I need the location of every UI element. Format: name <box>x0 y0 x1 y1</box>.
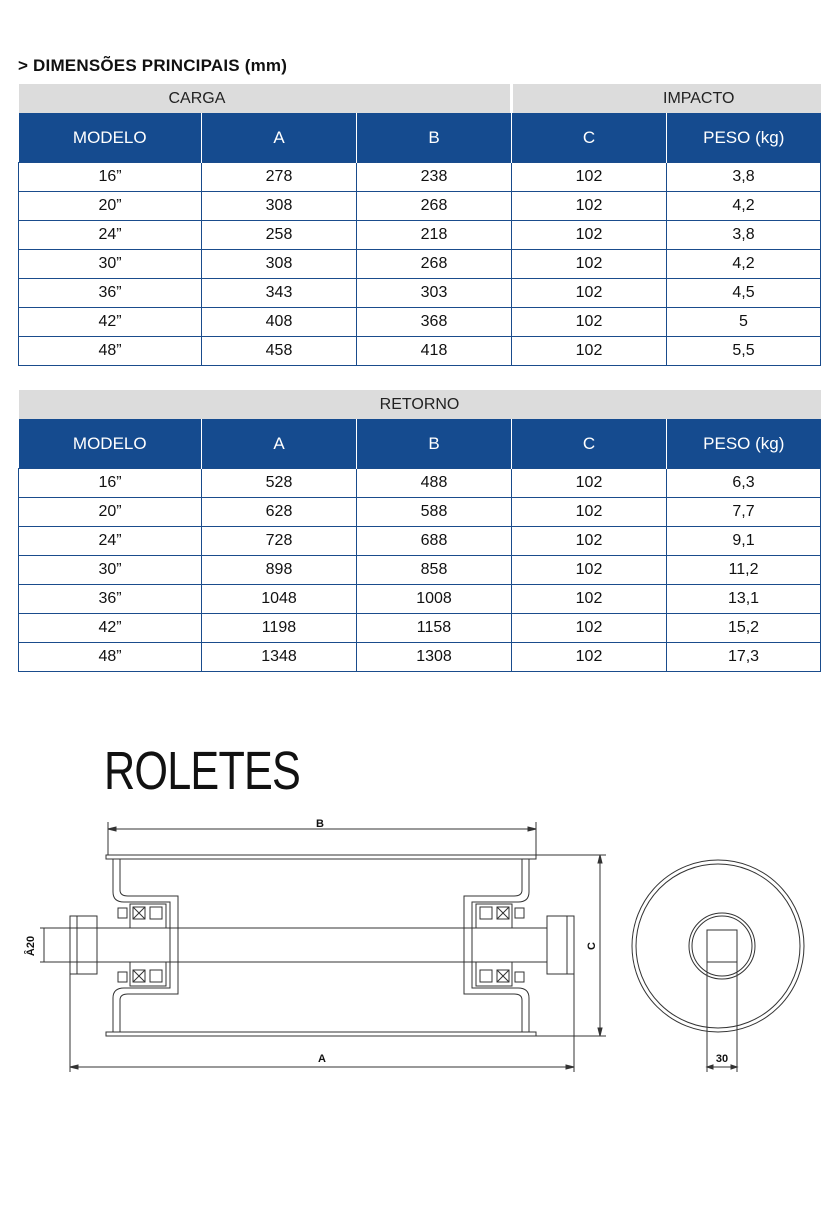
band-impacto: IMPACTO <box>512 84 821 113</box>
band-carga: CARGA <box>19 84 512 113</box>
cell-a: 528 <box>202 469 357 498</box>
roller-technical-drawing <box>0 800 838 1090</box>
cell-c: 102 <box>512 163 667 192</box>
cell-peso: 6,3 <box>667 469 821 498</box>
cell-c: 102 <box>512 250 667 279</box>
cell-modelo: 42” <box>19 308 202 337</box>
header-c: C <box>512 419 667 469</box>
cell-b: 303 <box>357 279 512 308</box>
cell-peso: 4,2 <box>667 192 821 221</box>
header-modelo: MODELO <box>19 419 202 469</box>
cell-peso: 5 <box>667 308 821 337</box>
header-c: C <box>512 113 667 163</box>
cell-modelo: 36” <box>19 585 202 614</box>
cell-c: 102 <box>512 585 667 614</box>
table-row <box>19 498 821 527</box>
cell-peso: 3,8 <box>667 163 821 192</box>
cell-a: 628 <box>202 498 357 527</box>
cell-peso: 4,5 <box>667 279 821 308</box>
cell-a: 1048 <box>202 585 357 614</box>
cell-c: 102 <box>512 527 667 556</box>
cell-modelo: 48” <box>19 643 202 672</box>
table-row <box>19 337 821 366</box>
left-bearing <box>118 904 166 986</box>
table-row <box>19 556 821 585</box>
table-row <box>19 585 821 614</box>
cell-a: 728 <box>202 527 357 556</box>
cell-c: 102 <box>512 308 667 337</box>
table-row <box>19 163 821 192</box>
header-peso: PESO (kg) <box>667 419 821 469</box>
cell-modelo: 16” <box>19 163 202 192</box>
cell-c: 102 <box>512 337 667 366</box>
cell-modelo: 30” <box>19 250 202 279</box>
roller-shaft <box>70 916 574 974</box>
header-a: A <box>202 419 357 469</box>
cell-a: 898 <box>202 556 357 585</box>
table-row <box>19 192 821 221</box>
dimensions-table-carga-impacto <box>18 84 821 366</box>
cell-peso: 11,2 <box>667 556 821 585</box>
cell-modelo: 24” <box>19 527 202 556</box>
cell-a: 343 <box>202 279 357 308</box>
cell-modelo: 30” <box>19 556 202 585</box>
table-row <box>19 469 821 498</box>
table-row <box>19 643 821 672</box>
header-b: B <box>357 113 512 163</box>
cell-modelo: 24” <box>19 221 202 250</box>
cell-modelo: 42” <box>19 614 202 643</box>
band-retorno: RETORNO <box>19 390 821 419</box>
label-b: B <box>316 818 324 830</box>
cell-modelo: 16” <box>19 469 202 498</box>
cell-a: 408 <box>202 308 357 337</box>
table-row <box>19 527 821 556</box>
cell-c: 102 <box>512 614 667 643</box>
cell-peso: 4,2 <box>667 250 821 279</box>
header-b: B <box>357 419 512 469</box>
cell-modelo: 48” <box>19 337 202 366</box>
cell-modelo: 20” <box>19 498 202 527</box>
cell-b: 488 <box>357 469 512 498</box>
table-row <box>19 614 821 643</box>
label-shaft-diameter: Ȃ20 <box>25 935 37 957</box>
cell-b: 1308 <box>357 643 512 672</box>
cell-b: 588 <box>357 498 512 527</box>
cell-c: 102 <box>512 498 667 527</box>
cell-a: 1198 <box>202 614 357 643</box>
cell-modelo: 36” <box>19 279 202 308</box>
roller-side-view <box>632 860 804 1072</box>
cell-b: 1158 <box>357 614 512 643</box>
dimension-b <box>108 818 536 855</box>
dimension-a <box>70 974 574 1072</box>
cell-b: 268 <box>357 250 512 279</box>
table-row <box>19 279 821 308</box>
cell-a: 258 <box>202 221 357 250</box>
header-modelo: MODELO <box>19 113 202 163</box>
label-c: C <box>586 942 598 950</box>
cell-peso: 13,1 <box>667 585 821 614</box>
roller-tube <box>106 855 536 1036</box>
section-title: > DIMENSÕES PRINCIPAIS (mm) <box>18 56 288 75</box>
cell-c: 102 <box>512 279 667 308</box>
cell-peso: 9,1 <box>667 527 821 556</box>
cell-a: 458 <box>202 337 357 366</box>
roletes-title: ROLETES <box>104 741 301 801</box>
cell-b: 218 <box>357 221 512 250</box>
label-a: A <box>318 1053 326 1065</box>
table-row <box>19 221 821 250</box>
cell-peso: 3,8 <box>667 221 821 250</box>
header-a: A <box>202 113 357 163</box>
cell-a: 308 <box>202 250 357 279</box>
cell-b: 858 <box>357 556 512 585</box>
cell-c: 102 <box>512 192 667 221</box>
cell-peso: 15,2 <box>667 614 821 643</box>
cell-b: 1008 <box>357 585 512 614</box>
cell-b: 688 <box>357 527 512 556</box>
table-row <box>19 308 821 337</box>
cell-peso: 17,3 <box>667 643 821 672</box>
cell-c: 102 <box>512 556 667 585</box>
dimension-shaft <box>24 928 97 962</box>
table-row <box>19 250 821 279</box>
cell-b: 418 <box>357 337 512 366</box>
cell-modelo: 20” <box>19 192 202 221</box>
dimensions-table-retorno <box>18 390 821 672</box>
cell-b: 238 <box>357 163 512 192</box>
cell-a: 308 <box>202 192 357 221</box>
label-30: 30 <box>715 1053 729 1065</box>
cell-a: 1348 <box>202 643 357 672</box>
right-bearing <box>476 904 524 986</box>
cell-peso: 7,7 <box>667 498 821 527</box>
cell-b: 268 <box>357 192 512 221</box>
cell-b: 368 <box>357 308 512 337</box>
cell-a: 278 <box>202 163 357 192</box>
cell-c: 102 <box>512 221 667 250</box>
cell-peso: 5,5 <box>667 337 821 366</box>
cell-c: 102 <box>512 643 667 672</box>
cell-c: 102 <box>512 469 667 498</box>
header-peso: PESO (kg) <box>667 113 821 163</box>
